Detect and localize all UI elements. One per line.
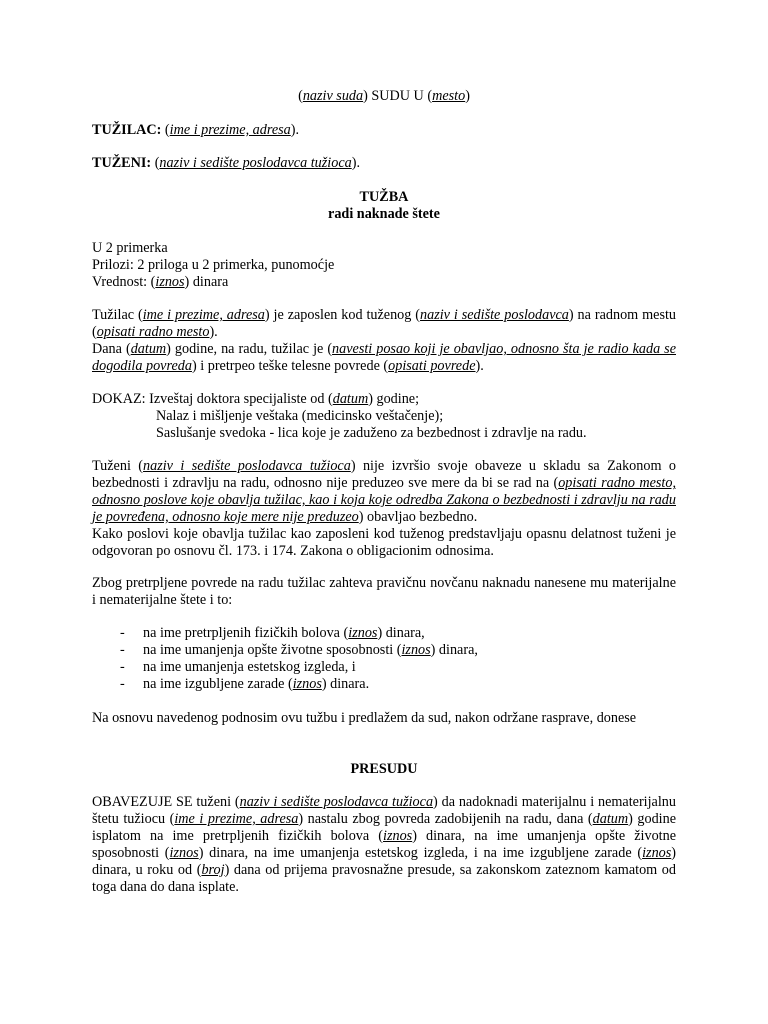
plaintiff-label: TUŽILAC:: [92, 122, 162, 138]
placeholder-defendant: naziv i sedište poslodavca tužioca: [159, 155, 352, 171]
placeholder-place: mesto: [432, 88, 466, 104]
list-item: - na ime umanjenja estetskog izgleda, i: [92, 659, 676, 676]
placeholder-plaintiff: ime i prezime, adresa: [169, 122, 291, 138]
title-sub: radi naknade štete: [328, 206, 440, 222]
defendant-line: TUŽENI: (naziv i sedište poslodavca tužioca).: [92, 155, 360, 171]
verdict-paragraph: OBAVEZUJE SE tuženi (naziv i sedište poslodavca tužioca) da nadoknadi materijalnu i nematerijalnu štetu tužiocu (ime i prezime, adresa) nastalu zbog povreda zadobijenih na radu, dana (datum) godine isplatom na ime pretrpljenih fizičkih bolova (iznos) dinara, na ime umanjenja opšte životne sposobnosti (iznos) dinara, na ime umanjenja estetskog izgleda, i na ime izgubljene zarade (iznos) dinara, u roku od (broj) dana od prijema pravosnažne presude, sa zakonskom zateznom kamatom od toga dana do dana isplate.: [92, 794, 677, 895]
evidence-item-2: Nalaz i mišljenje veštaka (medicinsko veštačenje);: [156, 408, 444, 424]
claim-intro: Zbog pretrpljene povrede na radu tužilac zahteva pravičnu novčanu naknadu nanesene mu materijalne i nematerijalne štete i to:: [92, 575, 676, 608]
list-item: - na ime pretrpljenih fizičkih bolova (iznos) dinara,: [92, 625, 676, 642]
document-title: [92, 189, 676, 223]
title-main: TUŽBA: [359, 189, 409, 205]
evidence-block: [92, 391, 676, 442]
copies-line: U 2 primerka: [92, 240, 168, 256]
defendant-label: TUŽENI:: [92, 155, 152, 171]
evidence-item-1: DOKAZ: Izveštaj doktora specijaliste od (datum) godine;: [92, 391, 420, 407]
request-paragraph: Na osnovu navedenog podnosim ovu tužbu i predlažem da sud, nakon održane rasprave, donese: [92, 710, 637, 726]
placeholder-value: iznos: [155, 274, 185, 290]
claims-list: [92, 625, 676, 693]
plaintiff-line: TUŽILAC: (ime i prezime, adresa).: [92, 122, 300, 138]
placeholder-court-name: naziv suda: [302, 88, 364, 104]
facts-paragraph: Tužilac (ime i prezime, adresa) je zaposlen kod tuženog (naziv i sedište poslodavca) na radnom mestu (opisati radno mesto). Dana (datum) godine, na radu, tužilac je (navesti posao koji je obavljao, odnosno šta je radio kada se dogodila povreda) i pretrpeo teške telesne povrede (opisati povrede).: [92, 307, 677, 374]
meta-block: [92, 240, 676, 291]
liability-paragraph: Tuženi (naziv i sedište poslodavca tužioca) nije izvršio svoje obaveze u skladu sa Zakonom o bezbednosti i zdravlju na radu, odnosno nije preduzeo sve mere da bi se rad na (opisati radno mesto, odnosno poslove koje obavlja tužilac, kao i koja koje odredba Zakona o bezbednosti i zdravlju na radu je povređena, odnosno koje mere nije preduzeo) obavljao bezbedno. Kako poslovi koje obavlja tužilac kao zaposleni kod tuženog predstavljaju opasnu delatnost tuženi je odgovoran po osnovu čl. 173. i 174. Zakona o obligacionim odnosima.: [92, 458, 676, 559]
list-item: - na ime umanjenja opšte životne sposobnosti (iznos) dinara,: [92, 642, 676, 659]
evidence-item-3: Saslušanje svedoka - lica koje je zaduženo za bezbednost i zdravlje na radu.: [156, 425, 587, 441]
value-line: Vrednost: (iznos) dinara: [92, 274, 229, 290]
court-header: (naziv suda) SUDU U (mesto): [298, 88, 470, 104]
verdict-title: PRESUDU: [350, 761, 418, 777]
list-item: - na ime izgubljene zarade (iznos) dinara.: [92, 676, 676, 693]
attachments-line: Prilozi: 2 priloga u 2 primerka, punomoćje: [92, 257, 335, 273]
